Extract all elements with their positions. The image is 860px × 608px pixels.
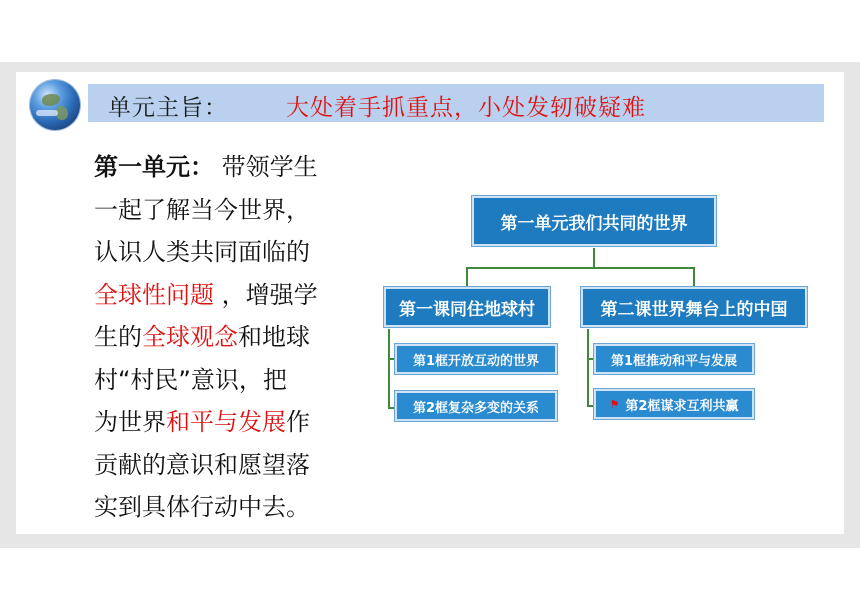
theme-banner bbox=[88, 84, 824, 122]
description-line bbox=[94, 316, 346, 359]
banner-theme-text: 大处着手抓重点，小处发轫破疑难 bbox=[286, 95, 646, 121]
description-text: ，增强学 bbox=[214, 280, 318, 309]
connector-lesson2-vertical bbox=[587, 329, 589, 407]
lesson-2-frame-2 bbox=[594, 389, 754, 419]
lesson-1-box: 第一课同住地球村 bbox=[384, 287, 550, 327]
description-text: 和地球 bbox=[238, 323, 310, 351]
description-line bbox=[94, 146, 346, 189]
lesson-1-frame-1: 第1框开放互动的世界 bbox=[395, 344, 557, 374]
lesson-2-box: 第二课世界舞台上的中国 bbox=[581, 287, 807, 327]
description-line bbox=[94, 274, 346, 317]
description-text: 一起了解当今世界， bbox=[94, 195, 310, 224]
unit-description bbox=[94, 146, 346, 529]
description-line bbox=[94, 444, 346, 487]
description-line bbox=[94, 486, 346, 529]
description-text: 作 bbox=[286, 408, 310, 436]
lesson-2-frame-1: 第1框推动和平与发展 bbox=[594, 344, 754, 374]
description-text: 第一单元： bbox=[94, 153, 214, 181]
connector-root-down bbox=[593, 248, 595, 268]
description-text: 带领学生 bbox=[214, 153, 318, 181]
connector-left-down bbox=[466, 267, 468, 287]
description-line bbox=[94, 231, 346, 274]
connector-lesson1-vertical bbox=[388, 329, 390, 409]
description-line bbox=[94, 401, 346, 444]
description-text: 实到具体行动中去。 bbox=[94, 493, 310, 521]
red-flag-icon: ⚑ bbox=[609, 397, 620, 411]
description-text: 为世界 bbox=[94, 408, 166, 436]
connector-horizontal bbox=[466, 267, 695, 269]
highlight-keyword: 全球观念 bbox=[142, 323, 238, 351]
description-text: 贡献的意识和愿望落 bbox=[94, 450, 310, 479]
lesson-1-frame-2: 第2框复杂多变的关系 bbox=[395, 391, 557, 421]
globe-icon bbox=[30, 80, 80, 130]
highlight-keyword: 和平与发展 bbox=[166, 408, 286, 436]
banner-label: 单元主旨： bbox=[108, 95, 228, 121]
description-text: 生的 bbox=[94, 323, 142, 351]
connector-right-down bbox=[693, 267, 695, 287]
highlight-keyword: 全球性问题 bbox=[94, 280, 214, 309]
diagram-root-unit: 第一单元我们共同的世界 bbox=[472, 196, 716, 246]
description-text: 认识人类共同面临的 bbox=[94, 238, 310, 266]
description-text: 村“村民”意识，把 bbox=[94, 365, 287, 394]
lesson-2-frame-2-label: 第2框谋求互利共赢 bbox=[625, 398, 739, 414]
description-line bbox=[94, 359, 346, 402]
description-line bbox=[94, 189, 346, 232]
